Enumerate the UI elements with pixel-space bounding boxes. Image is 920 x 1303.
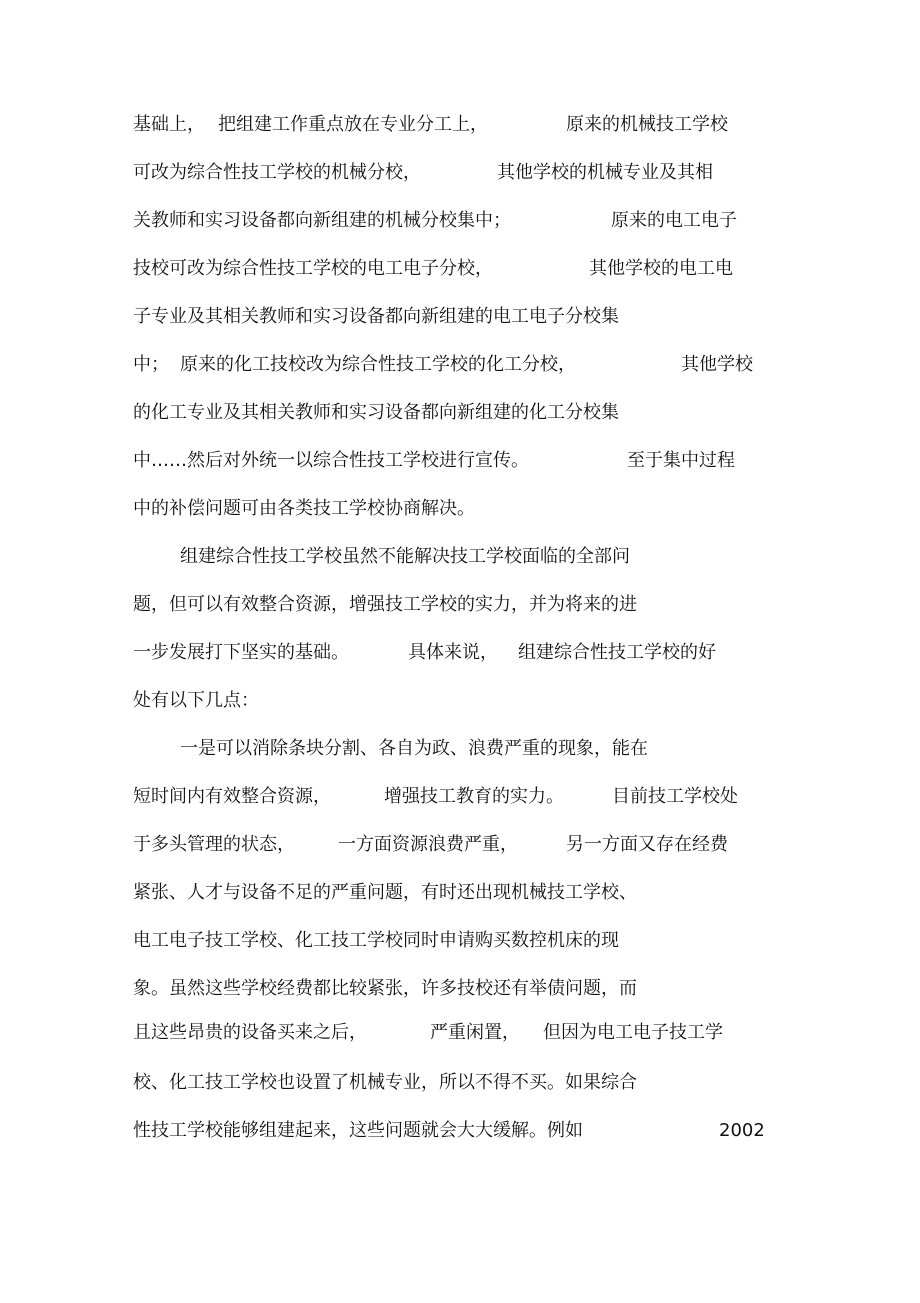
- text-segment: 增强技工教育的实力。: [384, 786, 564, 807]
- text-line-5: [0, 301, 920, 333]
- text-segment: 中的补偿问题可由各类技工学校协商解决。: [133, 498, 475, 519]
- text-line-18: [0, 925, 920, 957]
- text-segment: 且这些昂贵的设备买来之后，: [133, 1022, 367, 1043]
- text-line-19: [0, 973, 920, 1005]
- text-segment: 中……然后对外统一以综合性技工学校进行宣传。: [133, 450, 529, 471]
- text-segment: 2002: [719, 1120, 765, 1141]
- text-segment: 把组建工作重点放在专业分工上，: [218, 114, 488, 135]
- text-line-21: [0, 1067, 920, 1099]
- text-segment: 可改为综合性技工学校的机械分校，: [133, 162, 421, 183]
- text-line-11: [0, 589, 920, 621]
- text-segment: 其他学校的机械专业及其相: [497, 162, 713, 183]
- text-segment: 具体来说，: [408, 642, 498, 663]
- text-segment: 题，但可以有效整合资源，增强技工学校的实力，并为将来的进: [133, 594, 637, 615]
- text-segment: 组建综合性技工学校虽然不能解决技工学校面临的全部问: [180, 546, 630, 567]
- text-line-10: [0, 541, 920, 573]
- text-line-22: [0, 1115, 920, 1147]
- text-line-2: [0, 157, 920, 189]
- text-line-16: [0, 829, 920, 861]
- text-line-1: [0, 109, 920, 141]
- text-line-9: [0, 493, 920, 525]
- text-line-8: [0, 445, 920, 477]
- text-line-4: [0, 253, 920, 285]
- text-segment: 一是可以消除条块分割、各自为政、浪费严重的现象，能在: [180, 738, 648, 759]
- text-segment: 一步发展打下坚实的基础。: [133, 642, 349, 663]
- text-line-12: [0, 637, 920, 669]
- text-segment: 的化工专业及其相关教师和实习设备都向新组建的化工分校集: [133, 402, 619, 423]
- text-segment: 校、化工技工学校也设置了机械专业，所以不得不买。如果综合: [133, 1072, 637, 1093]
- text-line-14: [0, 733, 920, 765]
- text-line-6: [0, 349, 920, 381]
- text-segment: 但因为电工电子技工学: [543, 1022, 723, 1043]
- text-segment: 电工电子技工学校、化工技工学校同时申请购买数控机床的现: [133, 930, 619, 951]
- text-segment: 目前技工学校处: [612, 786, 738, 807]
- text-segment: 组建综合性技工学校的好: [518, 642, 716, 663]
- text-line-3: [0, 205, 920, 237]
- text-segment: 处有以下几点：: [133, 690, 259, 711]
- text-segment: 性技工学校能够组建起来，这些问题就会大大缓解。例如: [133, 1120, 583, 1141]
- text-segment: 严重闲置，: [430, 1022, 520, 1043]
- text-segment: 原来的电工电子: [611, 210, 737, 231]
- text-segment: 基础上，: [133, 114, 205, 135]
- text-segment: 于多头管理的状态，: [133, 834, 295, 855]
- text-segment: 紧张、人才与设备不足的严重问题，有时还出现机械技工学校、: [133, 882, 637, 903]
- text-segment: 关教师和实习设备都向新组建的机械分校集中；: [133, 210, 511, 231]
- text-segment: 中；: [133, 354, 169, 375]
- text-segment: 一方面资源浪费严重，: [338, 834, 518, 855]
- text-line-13: [0, 685, 920, 717]
- text-segment: 其他学校: [681, 354, 753, 375]
- text-segment: 子专业及其相关教师和实习设备都向新组建的电工电子分校集: [133, 306, 619, 327]
- text-segment: 技校可改为综合性技工学校的电工电子分校，: [133, 258, 493, 279]
- text-segment: 其他学校的电工电: [589, 258, 733, 279]
- text-segment: 至于集中过程: [627, 450, 735, 471]
- text-segment: 象。虽然这些学校经费都比较紧张，许多技校还有举债问题，而: [133, 978, 637, 999]
- text-segment: 原来的化工技校改为综合性技工学校的化工分校，: [180, 354, 576, 375]
- text-line-20: [0, 1017, 920, 1049]
- text-line-15: [0, 781, 920, 813]
- text-segment: 原来的机械技工学校: [566, 114, 728, 135]
- text-segment: 短时间内有效整合资源，: [133, 786, 331, 807]
- text-line-17: [0, 877, 920, 909]
- text-line-7: [0, 397, 920, 429]
- text-segment: 另一方面又存在经费: [566, 834, 728, 855]
